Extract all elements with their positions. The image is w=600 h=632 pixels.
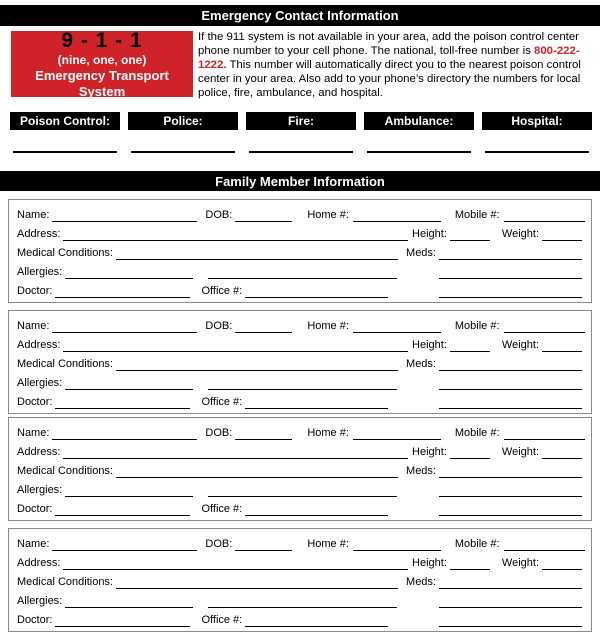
allergies-continuation-field[interactable] <box>208 377 397 390</box>
height-field[interactable] <box>450 339 490 352</box>
address-label: Address: <box>17 339 61 351</box>
address-label: Address: <box>17 557 61 569</box>
family-member-header <box>0 171 600 191</box>
name-label: Name: <box>17 320 50 332</box>
name-field[interactable] <box>52 209 197 222</box>
meds-continuation-field-2[interactable] <box>439 396 582 409</box>
name-field[interactable] <box>52 427 197 440</box>
doctor-field[interactable] <box>55 285 190 298</box>
office-phone-label: Office #: <box>201 503 243 515</box>
family-member-header-title: Family Member Information <box>215 173 385 189</box>
mobile-phone-label: Mobile #: <box>454 538 500 550</box>
911-caption: Emergency Transport System <box>35 67 169 99</box>
member-row-address <box>17 440 585 459</box>
family-member-box <box>8 199 592 303</box>
weight-field[interactable] <box>542 557 582 570</box>
dob-field[interactable] <box>235 209 292 222</box>
contact-col-fire <box>246 112 356 153</box>
allergies-label: Allergies: <box>17 377 63 389</box>
address-field[interactable] <box>63 339 408 352</box>
meds-label: Meds: <box>406 576 436 588</box>
fire-label: Fire: <box>246 112 356 130</box>
member-row-name <box>17 314 585 333</box>
address-field[interactable] <box>63 228 408 241</box>
poison-control-label: Poison Control: <box>10 112 120 130</box>
height-field[interactable] <box>450 557 490 570</box>
emergency-contacts-row <box>10 112 592 153</box>
contact-col-hospital <box>482 112 592 153</box>
family-member-box <box>8 417 592 521</box>
contact-col-police <box>128 112 238 153</box>
medical-conditions-field[interactable] <box>116 576 398 589</box>
medical-conditions-field[interactable] <box>116 358 398 371</box>
dob-field[interactable] <box>235 427 292 440</box>
hospital-label: Hospital: <box>482 112 592 130</box>
member-row-medical <box>17 352 585 371</box>
member-row-allergies <box>17 478 585 497</box>
member-row-name <box>17 532 585 551</box>
address-field[interactable] <box>63 446 408 459</box>
meds-label: Meds: <box>406 465 436 477</box>
allergies-continuation-field[interactable] <box>208 595 397 608</box>
allergies-continuation-field[interactable] <box>208 266 397 279</box>
dob-field[interactable] <box>235 538 292 551</box>
address-label: Address: <box>17 228 61 240</box>
name-field[interactable] <box>52 538 197 551</box>
meds-continuation-field-2[interactable] <box>439 503 582 516</box>
meds-continuation-field[interactable] <box>439 595 582 608</box>
weight-label: Weight: <box>501 557 539 569</box>
home-phone-label: Home #: <box>307 320 349 332</box>
height-field[interactable] <box>450 446 490 459</box>
family-member-box <box>8 528 592 632</box>
dob-field[interactable] <box>235 320 292 333</box>
name-label: Name: <box>17 538 50 550</box>
doctor-label: Doctor: <box>17 503 53 515</box>
mobile-phone-label: Mobile #: <box>454 320 500 332</box>
allergies-field[interactable] <box>65 595 193 608</box>
doctor-label: Doctor: <box>17 396 53 408</box>
member-row-medical <box>17 459 585 478</box>
doctor-field[interactable] <box>55 614 190 627</box>
meds-field[interactable] <box>439 576 582 589</box>
allergies-label: Allergies: <box>17 266 63 278</box>
member-row-allergies <box>17 260 585 279</box>
meds-continuation-field[interactable] <box>439 484 582 497</box>
intro-text <box>198 30 595 100</box>
home-phone-label: Home #: <box>307 538 349 550</box>
allergies-label: Allergies: <box>17 595 63 607</box>
allergies-field[interactable] <box>65 484 193 497</box>
home-phone-field[interactable] <box>353 209 441 222</box>
dob-label: DOB: <box>205 538 233 550</box>
office-phone-field[interactable] <box>245 285 388 298</box>
weight-label: Weight: <box>501 339 539 351</box>
allergies-field[interactable] <box>65 377 193 390</box>
member-row-name <box>17 421 585 440</box>
medical-conditions-label: Medical Conditions: <box>17 465 113 477</box>
poison-control-field[interactable] <box>13 151 117 153</box>
name-label: Name: <box>17 209 50 221</box>
member-row-address <box>17 333 585 352</box>
home-phone-field[interactable] <box>353 320 441 333</box>
medical-conditions-label: Medical Conditions: <box>17 576 113 588</box>
allergies-field[interactable] <box>65 266 193 279</box>
emergency-contact-header-title: Emergency Contact Information <box>201 8 399 23</box>
ambulance-label: Ambulance: <box>364 112 474 130</box>
meds-continuation-field[interactable] <box>439 377 582 390</box>
height-field[interactable] <box>450 228 490 241</box>
allergies-continuation-field[interactable] <box>208 484 397 497</box>
height-label: Height: <box>412 228 447 240</box>
weight-field[interactable] <box>542 339 582 352</box>
member-row-doctor <box>17 497 585 516</box>
mobile-phone-field[interactable] <box>504 320 585 333</box>
doctor-label: Doctor: <box>17 614 53 626</box>
member-row-medical <box>17 241 585 260</box>
meds-field[interactable] <box>439 465 582 478</box>
meds-continuation-field-2[interactable] <box>439 285 582 298</box>
fire-field[interactable] <box>249 151 353 153</box>
emergency-contact-header <box>0 5 600 26</box>
home-phone-field[interactable] <box>353 427 441 440</box>
address-field[interactable] <box>63 557 408 570</box>
weight-label: Weight: <box>501 446 539 458</box>
address-label: Address: <box>17 446 61 458</box>
emergency-911-box <box>11 28 193 99</box>
office-phone-field[interactable] <box>245 503 388 516</box>
mobile-phone-field[interactable] <box>504 427 585 440</box>
member-row-name <box>17 203 585 222</box>
weight-field[interactable] <box>542 228 582 241</box>
ambulance-field[interactable] <box>367 151 471 153</box>
mobile-phone-field[interactable] <box>504 209 585 222</box>
dob-label: DOB: <box>205 320 233 332</box>
home-phone-field[interactable] <box>353 538 441 551</box>
meds-continuation-field[interactable] <box>439 266 582 279</box>
meds-continuation-field-2[interactable] <box>439 614 582 627</box>
meds-label: Meds: <box>406 247 436 259</box>
office-phone-field[interactable] <box>245 396 388 409</box>
member-row-allergies <box>17 589 585 608</box>
name-label: Name: <box>17 427 50 439</box>
member-row-address <box>17 551 585 570</box>
police-field[interactable] <box>131 151 235 153</box>
name-field[interactable] <box>52 320 197 333</box>
poison-phone-number: 800-222-1222. <box>198 45 580 71</box>
dob-label: DOB: <box>205 209 233 221</box>
contact-col-ambulance <box>364 112 474 153</box>
contact-col-poison-control <box>10 112 120 153</box>
height-label: Height: <box>412 339 447 351</box>
office-phone-label: Office #: <box>201 614 243 626</box>
office-phone-label: Office #: <box>201 285 243 297</box>
police-label: Police: <box>128 112 238 130</box>
home-phone-label: Home #: <box>307 427 349 439</box>
medical-conditions-label: Medical Conditions: <box>17 358 113 370</box>
mobile-phone-field[interactable] <box>504 538 585 551</box>
mobile-phone-label: Mobile #: <box>454 427 500 439</box>
member-row-allergies <box>17 371 585 390</box>
weight-label: Weight: <box>501 228 539 240</box>
office-phone-field[interactable] <box>245 614 388 627</box>
allergies-label: Allergies: <box>17 484 63 496</box>
member-row-address <box>17 222 585 241</box>
intro-text-before: If the 911 system is not available in your area, add the poison control center phone number to your cell phone. The national, toll-free number is <box>198 31 579 57</box>
meds-field[interactable] <box>439 247 582 260</box>
mobile-phone-label: Mobile #: <box>454 209 500 221</box>
medical-conditions-field[interactable] <box>116 247 398 260</box>
height-label: Height: <box>412 446 447 458</box>
weight-field[interactable] <box>542 446 582 459</box>
doctor-field[interactable] <box>55 503 190 516</box>
911-number: 9 - 1 - 1 <box>61 28 143 52</box>
hospital-field[interactable] <box>485 151 589 153</box>
dob-label: DOB: <box>205 427 233 439</box>
doctor-label: Doctor: <box>17 285 53 297</box>
member-row-doctor <box>17 608 585 627</box>
medical-conditions-field[interactable] <box>116 465 398 478</box>
911-phonetic: (nine, one, one) <box>57 52 147 67</box>
home-phone-label: Home #: <box>307 209 349 221</box>
member-row-doctor <box>17 279 585 298</box>
meds-label: Meds: <box>406 358 436 370</box>
member-row-doctor <box>17 390 585 409</box>
member-row-medical <box>17 570 585 589</box>
doctor-field[interactable] <box>55 396 190 409</box>
intro-text-after: This number will automatically direct you to the nearest poison control center in your area. Also add to your phone’s directory the numbers for local police, fire, ambulance, and hospital. <box>198 59 581 99</box>
height-label: Height: <box>412 557 447 569</box>
office-phone-label: Office #: <box>201 396 243 408</box>
family-member-box <box>8 310 592 414</box>
medical-conditions-label: Medical Conditions: <box>17 247 113 259</box>
meds-field[interactable] <box>439 358 582 371</box>
